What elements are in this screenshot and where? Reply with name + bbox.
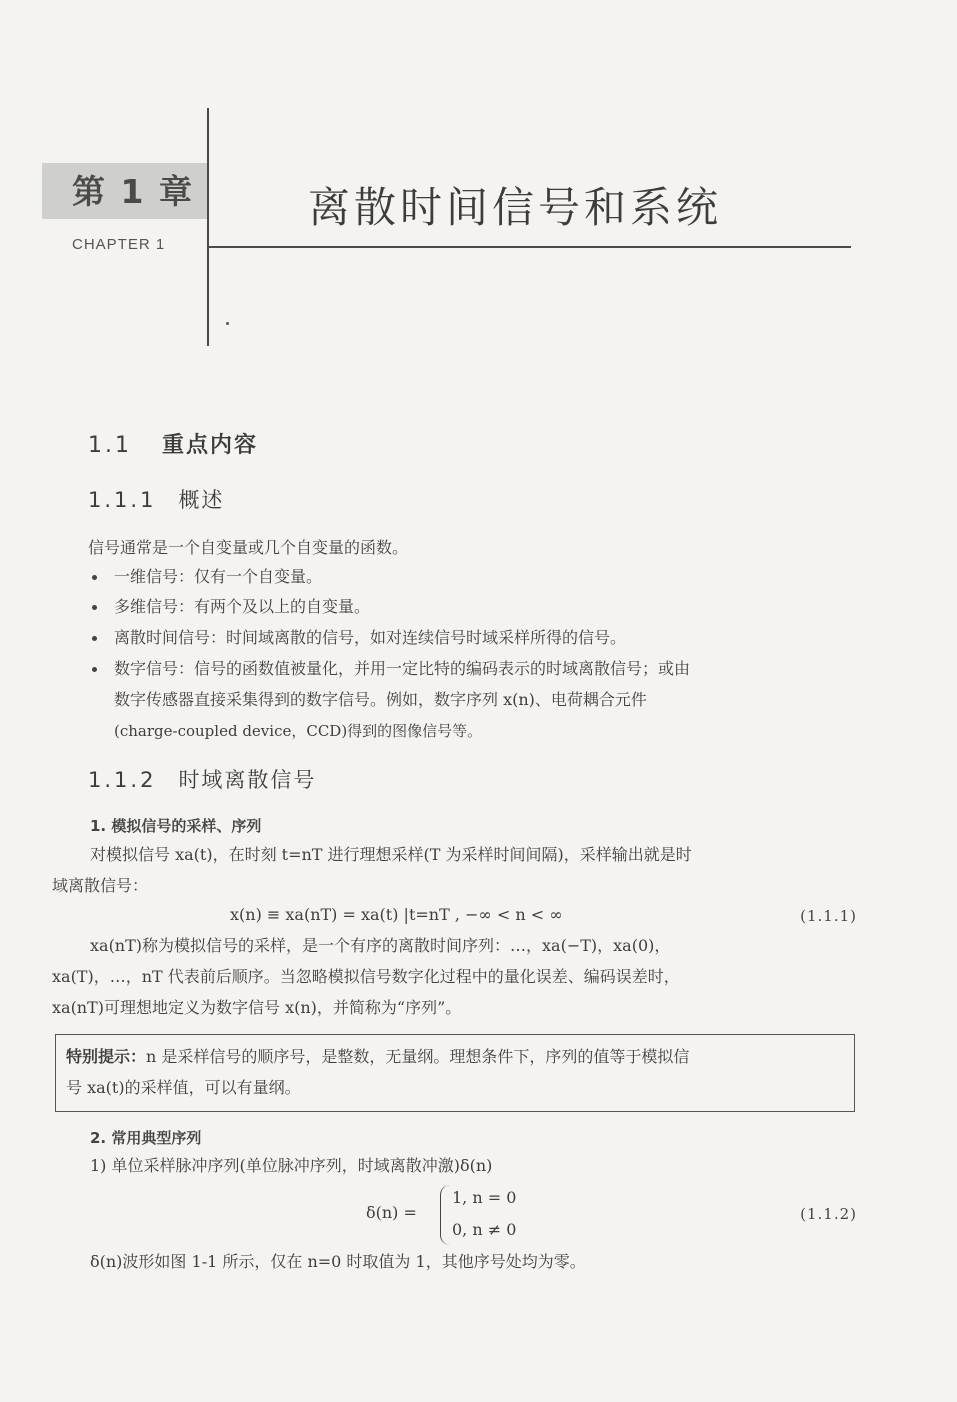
subsection-heading: 2. 常用典型序列 xyxy=(90,1129,202,1147)
section-title: 概述 xyxy=(178,488,225,512)
subsection-heading: 1. 模拟信号的采样、序列 xyxy=(90,817,262,835)
paragraph-line: 域离散信号： xyxy=(52,876,149,895)
paragraph-line: xa(T)，…，nT 代表前后顺序。当忽略模拟信号数字化过程中的量化误差、编码误差时， xyxy=(52,967,680,986)
paragraph-line: xa(nT)称为模拟信号的采样，是一个有序的离散时间序列：…，xa(−T)，xa(0)， xyxy=(90,936,671,955)
chapter-vertical-rule xyxy=(207,108,209,346)
bullet-continuation: (charge-coupled device，CCD)得到的图像信号等。 xyxy=(114,722,483,740)
equation-number: (1.1.1) xyxy=(800,907,857,925)
equation-1-1-2-lhs: δ(n) = xyxy=(366,1203,417,1222)
equation-1-1-1: x(n) ≡ xa(nT) = xa(t) |t=nT , −∞ < n < ∞ xyxy=(230,905,563,924)
bullet-continuation: 数字传感器直接采集得到的数字信号。例如，数字序列 x(n)、电荷耦合元件 xyxy=(114,690,647,709)
bullet-icon xyxy=(92,605,97,610)
section-number: 1.1.2 xyxy=(88,768,157,792)
intro-paragraph: 信号通常是一个自变量或几个自变量的函数。 xyxy=(88,538,409,557)
chapter-label-english: CHAPTER 1 xyxy=(72,236,166,253)
chapter-title: 离散时间信号和系统 xyxy=(308,183,723,232)
paragraph-line: δ(n)波形如图 1-1 所示，仅在 n=0 时取值为 1，其他序号处均为零。 xyxy=(90,1252,586,1271)
brace-icon xyxy=(440,1185,451,1245)
bullet-item: 多维信号：有两个及以上的自变量。 xyxy=(114,597,371,616)
list-item: 1) 单位采样脉冲序列(单位脉冲序列，时域离散冲激)δ(n) xyxy=(90,1156,493,1175)
paragraph-line: xa(nT)可理想地定义为数字信号 x(n)，并简称为“序列”。 xyxy=(52,998,462,1017)
section-number: 1.1 xyxy=(88,433,132,458)
equation-number: (1.1.2) xyxy=(800,1205,857,1223)
note-text: n 是采样信号的顺序号，是整数，无量纲。理想条件下，序列的值等于模拟信 xyxy=(146,1047,690,1066)
decorative-dot xyxy=(226,322,229,325)
section-title: 重点内容 xyxy=(162,433,259,458)
note-line xyxy=(66,1047,689,1067)
equation-case: 1, n = 0 xyxy=(452,1188,517,1207)
bullet-icon xyxy=(92,575,97,580)
chapter-label: 第 1 章 xyxy=(72,172,194,211)
paragraph-line: 对模拟信号 xa(t)，在时刻 t=nT 进行理想采样(T 为采样时间间隔)，采样输出就是时 xyxy=(90,845,692,864)
note-label: 特别提示： xyxy=(66,1047,147,1066)
chapter-horizontal-rule xyxy=(209,246,851,248)
equation-case: 0, n ≠ 0 xyxy=(452,1220,517,1239)
section-number: 1.1.1 xyxy=(88,488,157,512)
section-heading-1-1 xyxy=(88,428,258,459)
section-title: 时域离散信号 xyxy=(178,768,317,792)
bullet-item: 一维信号：仅有一个自变量。 xyxy=(114,567,323,586)
section-heading-1-1-2 xyxy=(88,764,316,794)
bullet-item: 离散时间信号：时间域离散的信号，如对连续信号时域采样所得的信号。 xyxy=(114,628,627,647)
bullet-icon xyxy=(92,667,97,672)
section-heading-1-1-1 xyxy=(88,484,224,514)
special-note-box xyxy=(55,1034,855,1112)
note-line: 号 xa(t)的采样值，可以有量纲。 xyxy=(66,1078,301,1097)
bullet-icon xyxy=(92,636,97,641)
bullet-item: 数字信号：信号的函数值被量化，并用一定比特的编码表示的时域离散信号；或由 xyxy=(114,659,691,678)
